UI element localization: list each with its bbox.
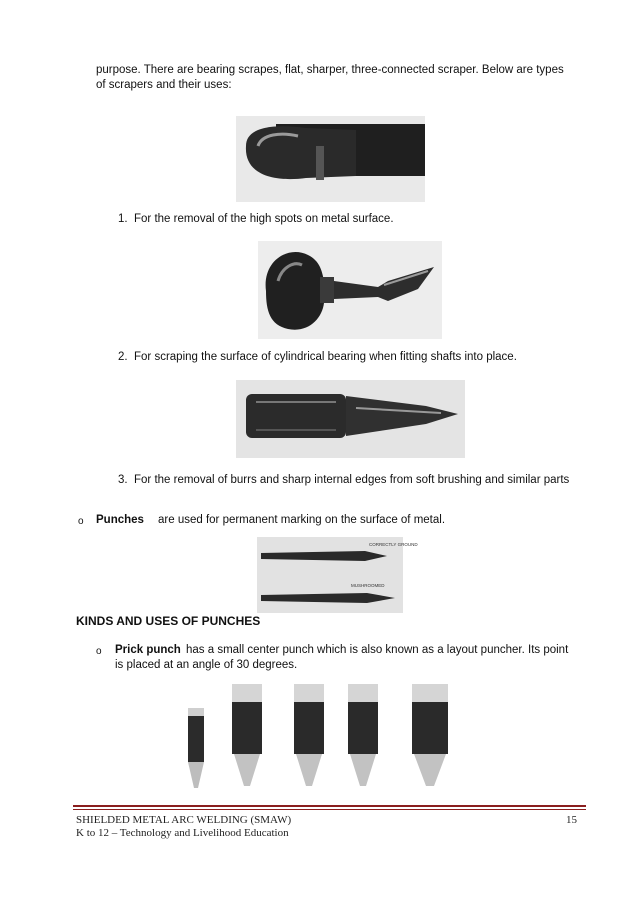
punches-term-text: Punches [96, 514, 144, 526]
punches-term [96, 513, 144, 528]
correctly-ground-label: CORRECTLY GROUND [369, 542, 418, 547]
scraper-item-2-number: 2. [118, 351, 128, 363]
punch-set-image [178, 678, 462, 792]
prick-description: has a small center punch which is also known as a layout puncher. Its point [186, 644, 569, 656]
punches-image [257, 537, 418, 613]
three-cornered-scraper-image [236, 380, 465, 458]
scraper-handle-image [236, 116, 425, 202]
prick-term [115, 643, 181, 658]
prick-bullet: o [96, 646, 102, 657]
punches-bullet: o [78, 516, 84, 527]
page-number: 15 [566, 814, 577, 826]
bearing-scraper-image [258, 241, 442, 339]
footer-subtitle: K to 12 – Technology and Livelihood Education [76, 827, 289, 839]
prick-description-line-2: is placed at an angle of 30 degrees. [115, 659, 298, 671]
footer-title: SHIELDED METAL ARC WELDING (SMAW) [76, 814, 292, 826]
intro-line-2: of scrapers and their uses: [96, 79, 232, 91]
kinds-heading: KINDS AND USES OF PUNCHES [76, 614, 261, 628]
footer-rule [73, 805, 586, 807]
prick-term-text: Prick punch [115, 644, 181, 656]
scraper-item-1-number: 1. [118, 213, 128, 225]
intro-line-1: purpose. There are bearing scrapes, flat, sharper, three-connected scraper. Below are types [96, 64, 564, 76]
punches-description: are used for permanent marking on the surface of metal. [158, 514, 446, 526]
footer-rule-thin [73, 809, 586, 810]
scraper-item-2-text: For scraping the surface of cylindrical bearing when fitting shafts into place. [134, 351, 517, 363]
scraper-item-1-text: For the removal of the high spots on metal surface. [134, 213, 394, 225]
mushroomed-label: MUSHROOMED [351, 583, 385, 588]
scraper-item-3-number: 3. [118, 474, 128, 486]
scraper-item-3-text: For the removal of burrs and sharp internal edges from soft brushing and similar parts [134, 474, 570, 486]
